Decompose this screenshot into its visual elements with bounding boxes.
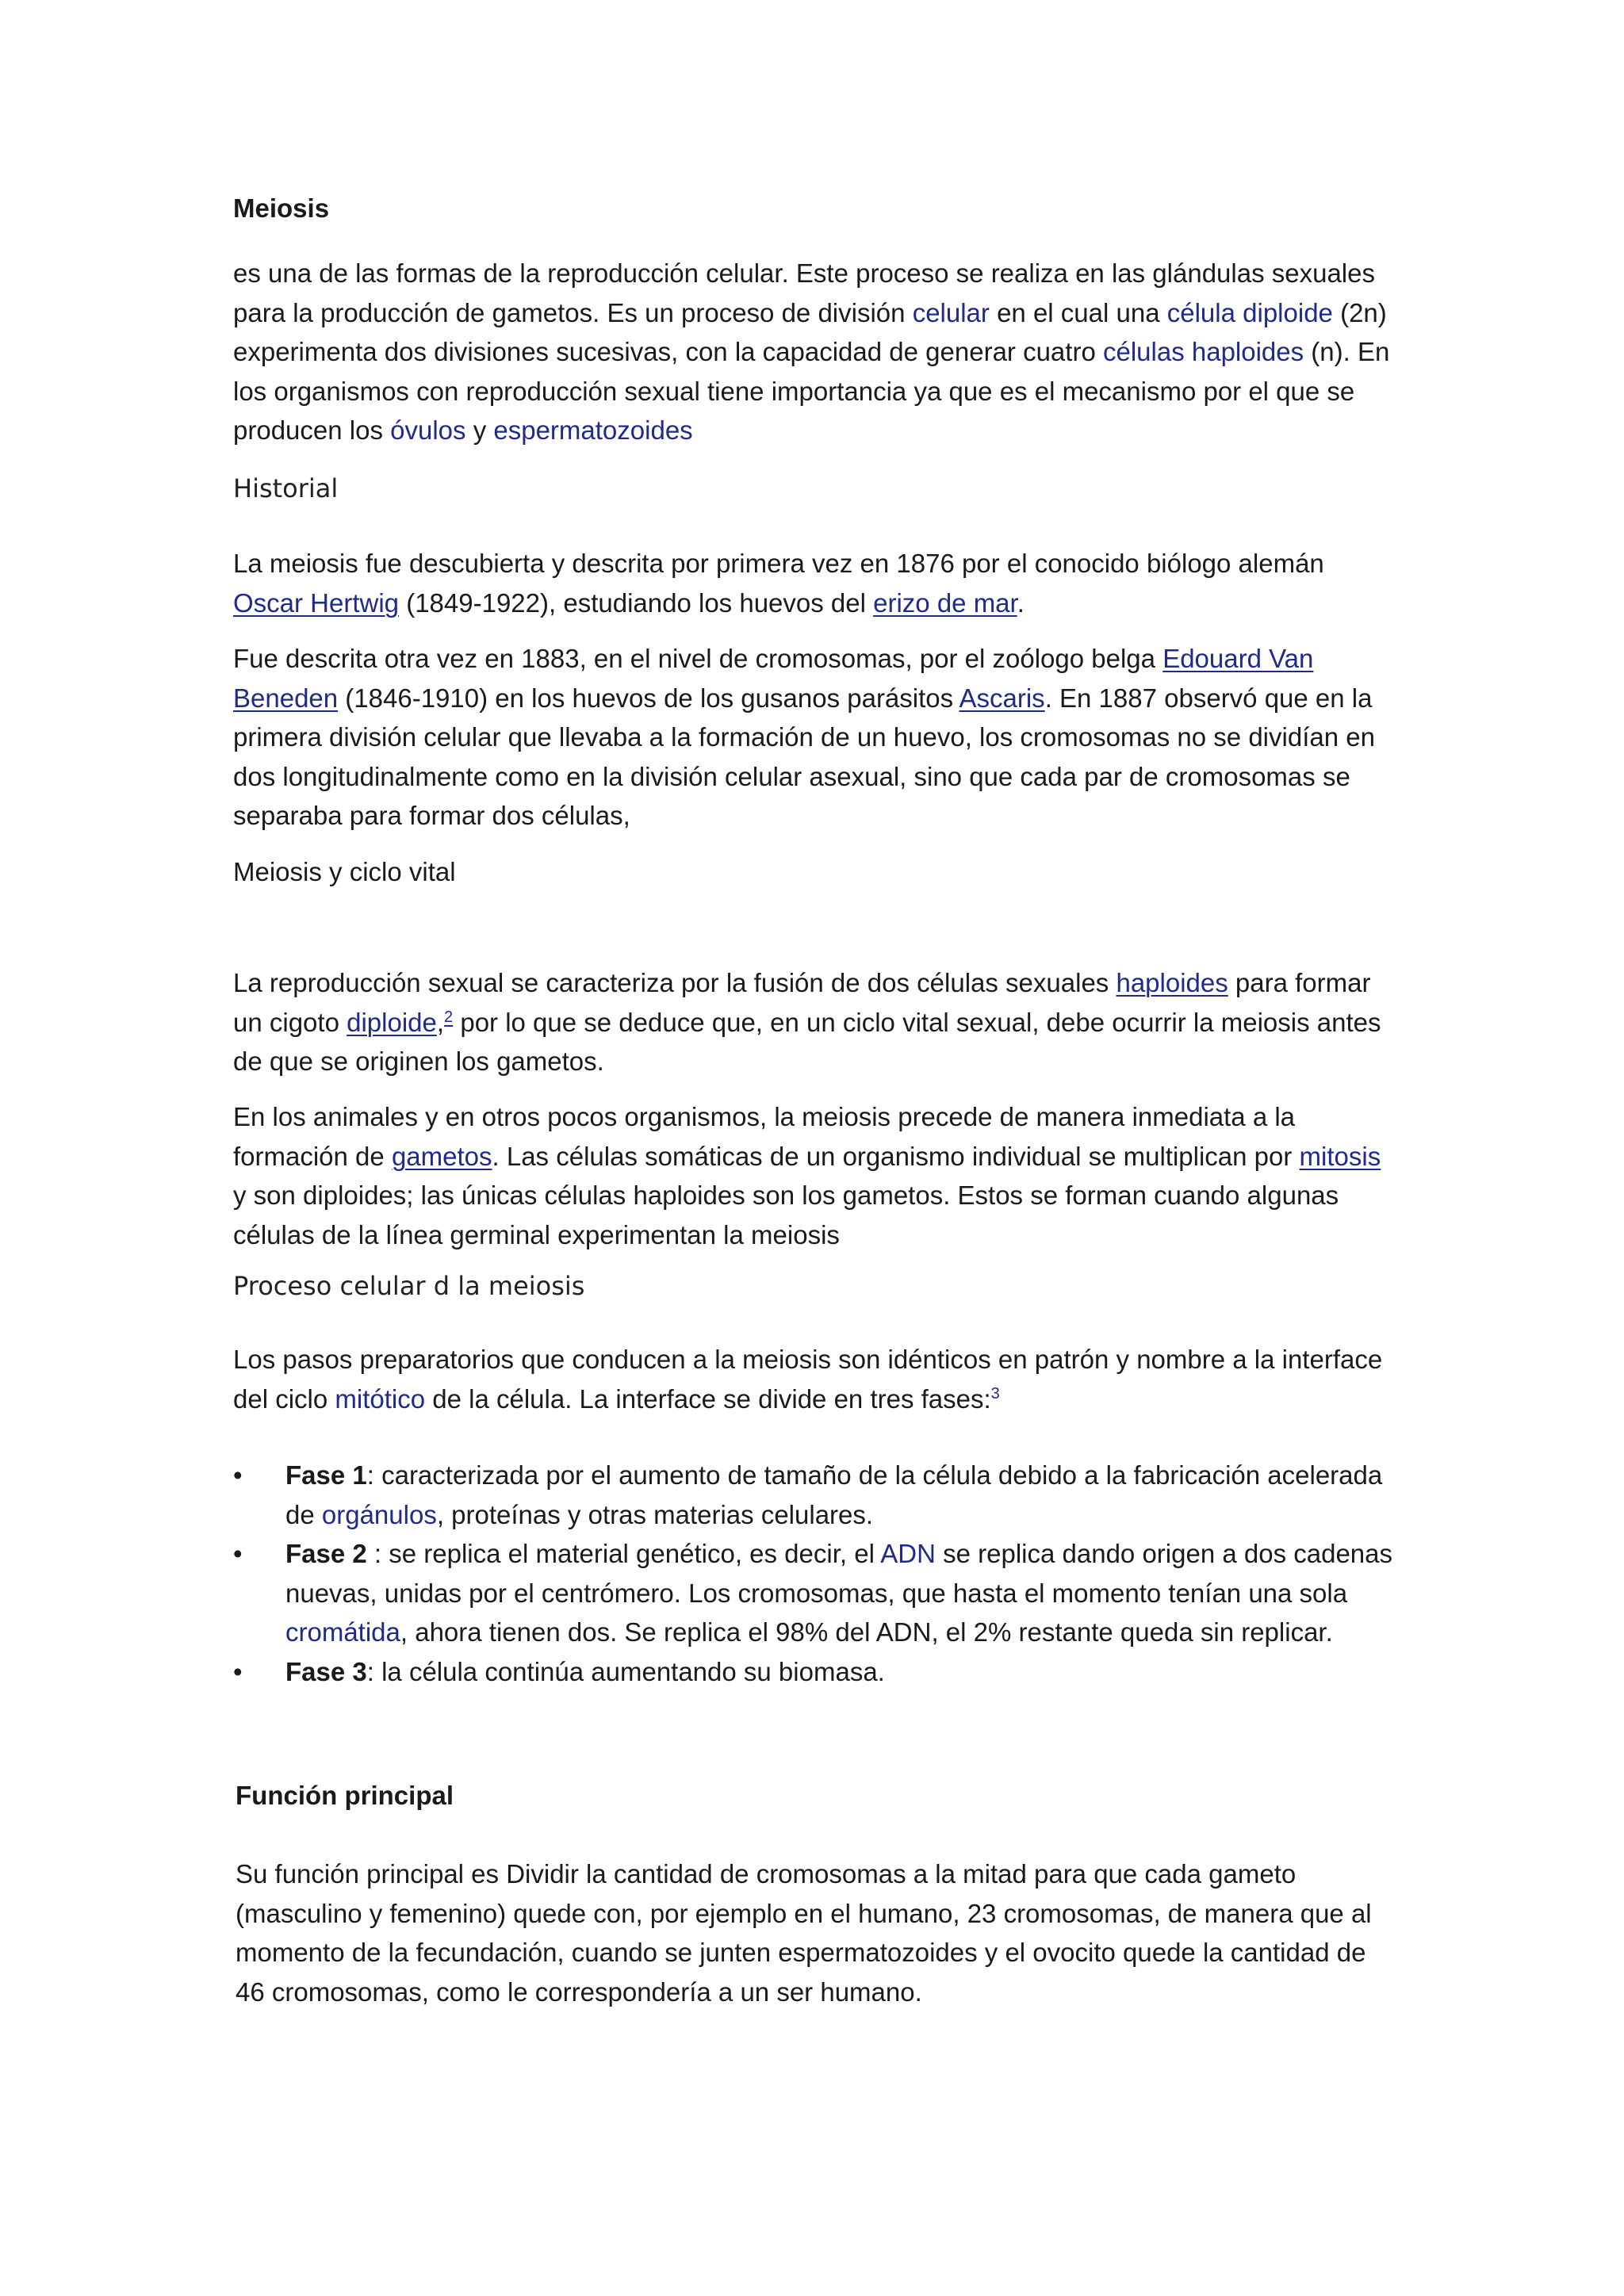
link-ascaris[interactable]: Ascaris (959, 683, 1045, 713)
heading-proceso-celular: Proceso celular d la meiosis (233, 1271, 585, 1301)
fase-label: Fase 1 (285, 1460, 367, 1490)
list-item-fase-2: • Fase 2 : se replica el material genético, es decir, el ADN se replica dando origen a dos cadenas nuevas, unidas por el centrómero. Los cromosomas, que hasta el momento tenían una sola cromátida, ahora tienen dos. Se replica el 98% del ADN, el 2% restante queda sin replicar. (233, 1534, 1399, 1652)
link-cromatida[interactable]: cromátida (285, 1617, 400, 1647)
bullet-icon: • (233, 1460, 243, 1490)
paragraph-funcion: Su función principal es Dividir la cantidad de cromosomas a la mitad para que cada gameto (masculino y femenino) quede con, por ejemplo en el humano, 23 cromosomas, de manera que al momento de la fecundación, cuando se junten espermatozoides y el ovocito quede la cantidad de 46 cromosomas, como le correspondería a un ser humano. (236, 1859, 1372, 2007)
fase-label: Fase 3 (285, 1656, 367, 1686)
link-celulas-haploides[interactable]: células haploides (1102, 337, 1304, 366)
link-celula-diploide[interactable]: célula diploide (1166, 297, 1333, 327)
list-item-fase-3: • Fase 3: la célula continúa aumentando su biomasa. (233, 1652, 1399, 1692)
fases-list (233, 1456, 1399, 1691)
link-haploides[interactable]: haploides (1116, 968, 1228, 997)
heading-meiosis: Meiosis (233, 193, 330, 223)
paragraph-historial-1: La meiosis fue descubierta y descrita por primera vez en 1876 por el conocido biólogo alemán Oscar Hertwig (1849-1922), estudiando los huevos del erizo de mar. (233, 549, 1324, 618)
paragraph-ciclo-2: En los animales y en otros pocos organismos, la meiosis precede de manera inmediata a la formación de gametos. Las células somáticas de un organismo individual se multiplican por mitosis y son diploides; las únicas células haploides son los gametos. Estos se forman cuando algunas células de la línea germinal experimentan la meiosis (233, 1102, 1381, 1249)
heading-ciclo-vital: Meiosis y ciclo vital (233, 857, 456, 886)
link-edouard-van-beneden[interactable]: Edouard Van Beneden (233, 644, 1314, 713)
link-diploide[interactable]: diploide (347, 1007, 437, 1037)
heading-historial: Historial (233, 473, 339, 503)
list-item-fase-1: • Fase 1: caracterizada por el aumento de tamaño de la célula debido a la fabricación acelerada de orgánulos, proteínas y otras materias celulares. (233, 1456, 1399, 1534)
link-organulos[interactable]: orgánulos (321, 1499, 437, 1529)
fase-label: Fase 2 (285, 1539, 367, 1568)
paragraph-definition: es una de las formas de la reproducción celular. Este proceso se realiza en las glándulas sexuales para la producción de gametos. Es un proceso de división celular en el cual una célula diploide (2n) experimenta dos divisiones sucesivas, con la capacidad de generar cuatro células haploides (n). En los organismos con reproducción sexual tiene importancia ya que es el mecanismo por el que se producen los óvulos y espermatozoides (233, 258, 1390, 445)
bullet-icon: • (233, 1656, 243, 1686)
footnote-3-link[interactable]: 3 (990, 1384, 1000, 1402)
link-mitotico[interactable]: mitótico (335, 1383, 426, 1414)
link-oscar-hertwig[interactable]: Oscar Hertwig (233, 587, 400, 618)
paragraph-proceso: Los pasos preparatorios que conducen a la meiosis son idénticos en patrón y nombre a la interface del ciclo mitótico de la célula. La interface se divide en tres fases:$^3$ (233, 1345, 1383, 1414)
link-erizo-de-mar[interactable]: erizo de mar (873, 587, 1017, 618)
link-mitosis[interactable]: mitosis (1299, 1141, 1381, 1171)
link-espermatozoides[interactable]: espermatozoides (493, 415, 693, 445)
paragraph-historial-2: Fue descrita otra vez en 1883, en el nivel de cromosomas, por el zoólogo belga Edouard Van Beneden (1846-1910) en los huevos de los gusanos parásitos Ascaris. En 1887 observó que en la primera división celular que llevaba a la formación de un huevo, los cromosomas no se dividían en dos longitudinalmente como en la división celular asexual, sino que cada par de cromosomas se separaba para formar dos células, (233, 644, 1375, 830)
heading-funcion-principal: Función principal (236, 1781, 454, 1810)
link-gametos[interactable]: gametos (391, 1141, 492, 1171)
footnote-2-link[interactable]: 2 (444, 1008, 454, 1026)
link-celular[interactable]: celular (912, 297, 990, 327)
link-ovulos[interactable]: óvulos (390, 415, 466, 445)
bullet-icon: • (233, 1539, 243, 1568)
paragraph-ciclo-1: La reproducción sexual se caracteriza por la fusión de dos células sexuales haploides para formar un cigoto diploide,$^2$ por lo que se deduce que, en un ciclo vital sexual, debe ocurrir la meiosis antes de que se originen los gametos. (233, 968, 1381, 1076)
link-adn[interactable]: ADN (880, 1539, 936, 1568)
